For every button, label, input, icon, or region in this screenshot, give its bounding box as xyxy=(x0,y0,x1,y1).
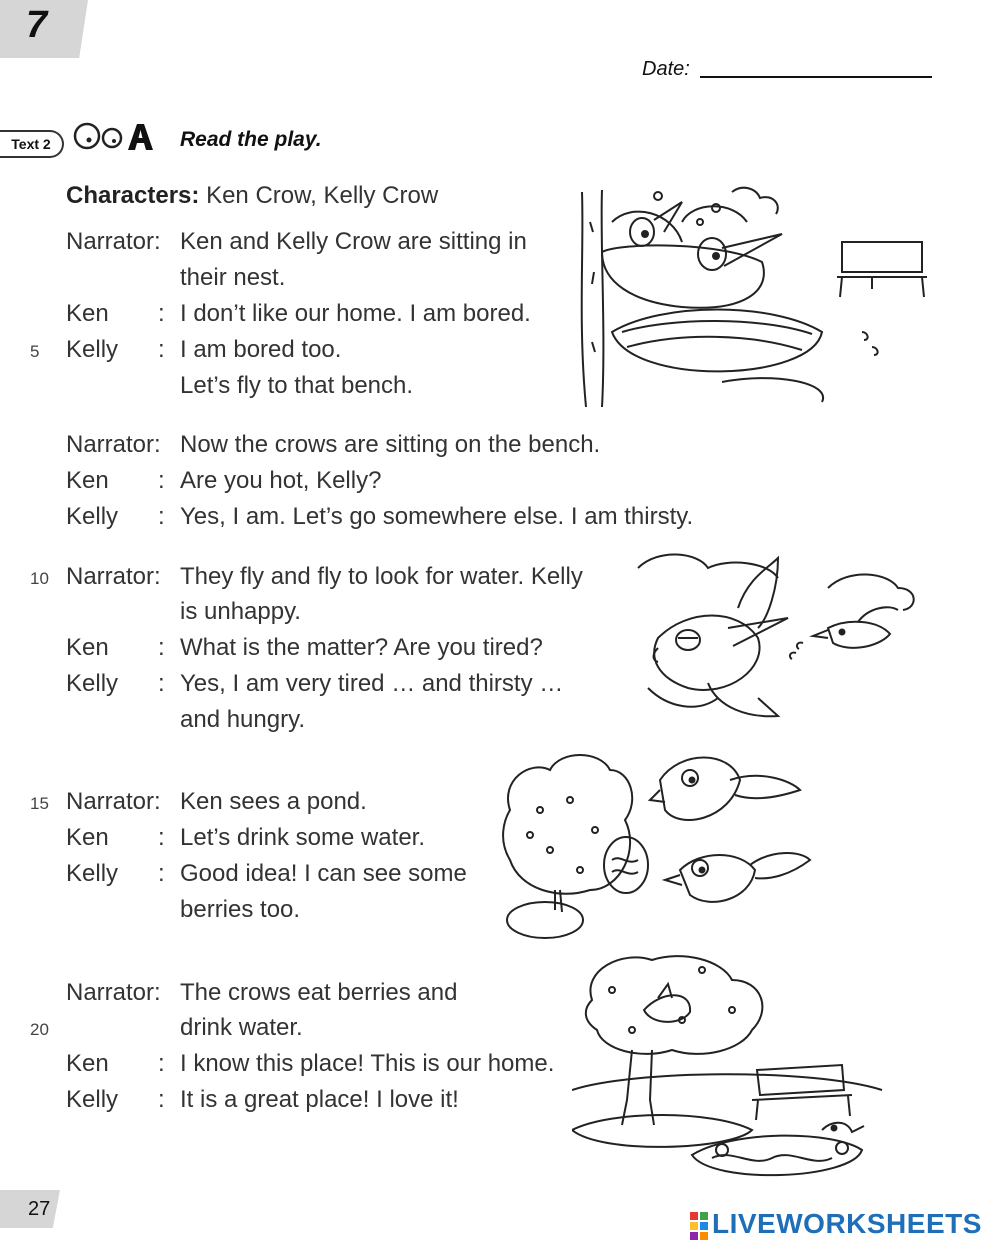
speech: drink water. xyxy=(180,1014,303,1041)
characters-line xyxy=(66,182,438,210)
speech: Let’s fly to that bench. xyxy=(180,372,414,399)
speaker: Ken xyxy=(66,467,109,494)
crows-at-pond-illustration xyxy=(500,740,820,950)
page-number: 27 xyxy=(28,1198,51,1220)
speaker: Ken xyxy=(66,300,109,327)
speech: Ken sees a pond. xyxy=(180,788,367,815)
colon: : xyxy=(158,336,165,363)
speaker: Kelly xyxy=(66,860,119,887)
speaker: Kelly xyxy=(66,670,119,697)
characters-label: Characters: xyxy=(66,182,200,209)
crows-in-nest-illustration xyxy=(572,182,944,410)
text-badge: Text 2 xyxy=(0,130,64,158)
speech: I don’t like our home. I am bored. xyxy=(180,300,531,327)
speaker: Kelly xyxy=(66,336,119,363)
crows-home-park-illustration xyxy=(572,950,892,1188)
liveworksheets-logo-icon xyxy=(690,1212,710,1240)
colon: : xyxy=(158,1050,165,1077)
speech: It is a great place! I love it! xyxy=(180,1086,459,1113)
speech: and hungry. xyxy=(180,706,305,733)
speaker: Narrator: xyxy=(66,979,161,1006)
colon: : xyxy=(158,824,165,851)
colon: : xyxy=(158,670,165,697)
liveworksheets-brand[interactable]: LIVEWORKSHEETS xyxy=(712,1208,982,1239)
crows-flying-illustration xyxy=(628,548,920,726)
colon: : xyxy=(158,467,165,494)
speech: berries too. xyxy=(180,896,301,923)
speech: Let’s drink some water. xyxy=(180,824,426,851)
speech: Good idea! I can see some xyxy=(180,860,467,887)
speech: They fly and fly to look for water. Kelly xyxy=(180,563,583,590)
speech: Ken and Kelly Crow are sitting in xyxy=(180,228,527,255)
speaker: Kelly xyxy=(66,503,119,530)
speech: is unhappy. xyxy=(180,598,301,625)
speech: I know this place! This is our home. xyxy=(180,1050,555,1077)
speaker: Kelly xyxy=(66,1086,119,1113)
date-input-line[interactable] xyxy=(700,76,932,78)
line-number: 15 xyxy=(30,794,49,813)
speech: Now the crows are sitting on the bench. xyxy=(180,431,601,458)
speech: Are you hot, Kelly? xyxy=(180,467,382,494)
instruction: Read the play. xyxy=(180,128,322,151)
speech: Yes, I am very tired … and thirsty … xyxy=(180,670,564,697)
characters-names: Ken Crow, Kelly Crow xyxy=(199,182,439,209)
speaker: Ken xyxy=(66,1050,109,1077)
colon: : xyxy=(158,1086,165,1113)
listen-icon xyxy=(70,118,162,156)
colon: : xyxy=(158,503,165,530)
speaker: Narrator: xyxy=(66,788,161,815)
line-number: 20 xyxy=(30,1020,49,1039)
line-number: 5 xyxy=(30,342,40,361)
speech: What is the matter? Are you tired? xyxy=(180,634,543,661)
line-number: 10 xyxy=(30,569,49,588)
speaker: Narrator: xyxy=(66,563,161,590)
colon: : xyxy=(158,860,165,887)
colon: : xyxy=(158,634,165,661)
speaker: Ken xyxy=(66,824,109,851)
unit-number: 7 xyxy=(26,4,48,46)
speaker: Narrator: xyxy=(66,431,161,458)
speaker: Narrator: xyxy=(66,228,161,255)
speech: The crows eat berries and xyxy=(180,979,458,1006)
colon: : xyxy=(158,300,165,327)
speech: I am bored too. xyxy=(180,336,342,363)
speech: their nest. xyxy=(180,264,286,291)
date-label: Date: xyxy=(642,58,690,80)
speech: Yes, I am. Let’s go somewhere else. I am thirsty. xyxy=(180,503,694,530)
speaker: Ken xyxy=(66,634,109,661)
